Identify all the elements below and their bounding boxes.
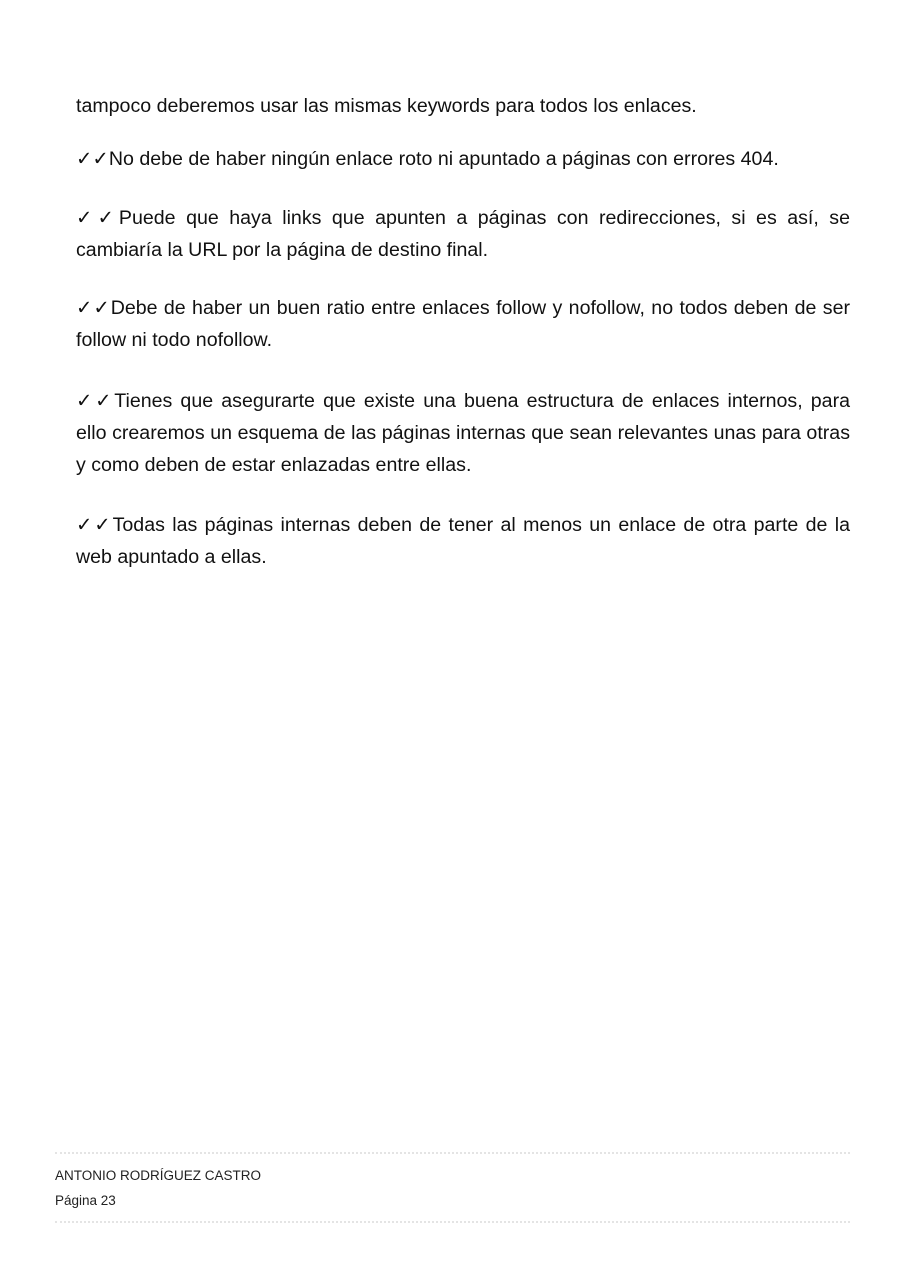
checklist-item [76,385,850,482]
checklist-item-text: No debe de haber ningún enlace roto ni apuntado a páginas con errores 404. [108,148,779,170]
footer-page-number: Página 23 [55,1193,116,1208]
double-check-icon: ✓✓ [76,148,109,170]
footer-top-divider [55,1152,850,1154]
double-check-icon: ✓✓ [76,514,113,536]
checklist-item-text: Puede que haya links que apunten a páginas con redirecciones, si es así, se cambiaría la URL por la página de destino final. [76,207,850,261]
double-check-icon: ✓✓ [76,297,111,319]
checklist-item [76,203,850,266]
checklist-item-text: Tienes que asegurarte que existe una buena estructura de enlaces internos, para ello crearemos un esquema de las páginas internas que sean relevantes unas para otras y como deben de estar enlazadas entre ellas. [76,390,850,477]
intro-paragraph: tampoco deberemos usar las mismas keywords para todos los enlaces. [76,95,697,117]
checklist-item-text: Todas las páginas internas deben de tener al menos un enlace de otra parte de la web apuntado a ellas. [76,514,850,568]
double-check-icon: ✓✓ [76,207,119,229]
double-check-icon: ✓✓ [76,390,115,412]
checklist-item [76,293,850,356]
checklist-item [76,510,850,573]
checklist-item-text: Debe de haber un buen ratio entre enlaces follow y nofollow, no todos deben de ser follow ni todo nofollow. [76,297,850,351]
footer-bottom-divider [55,1221,850,1223]
footer-author: ANTONIO RODRÍGUEZ CASTRO [55,1168,262,1183]
checklist-item [76,144,850,176]
